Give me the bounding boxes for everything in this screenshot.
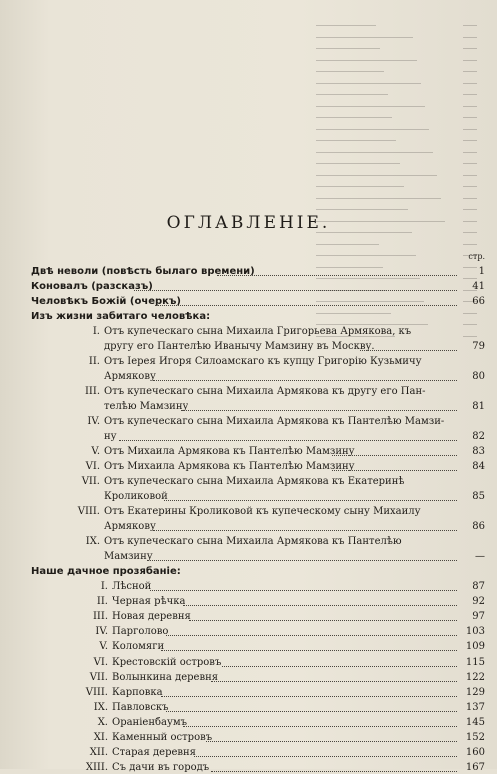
page-number: 115 (465, 656, 485, 668)
entry-title: Черная рѣчка (112, 596, 186, 608)
dot-leader (166, 627, 457, 636)
toc-entry (0, 296, 497, 308)
bleed-through-line (290, 206, 497, 213)
roman-numeral: I. (92, 326, 100, 337)
roman-numeral: XIII. (85, 762, 108, 774)
bleed-through-line (290, 103, 497, 110)
entry-title: Каменный островъ (112, 732, 213, 743)
toc-entry-continuation (0, 371, 497, 383)
bleed-through-line (290, 183, 497, 190)
entry-title-cont: Кроликовой (104, 491, 168, 502)
bleed-through-line (290, 114, 497, 121)
dot-leader (360, 342, 457, 351)
dot-leader (211, 673, 457, 682)
dot-leader (183, 718, 457, 727)
dot-leader (181, 402, 457, 411)
bleed-through-line (290, 241, 497, 248)
entry-title: Отъ Іерея Игоря Силоамскаго къ купцу Григорію Кузьмичу (104, 356, 422, 367)
entry-title: Волынкина деревня (112, 671, 219, 683)
roman-numeral: I. (100, 581, 108, 592)
roman-numeral: IV. (95, 626, 108, 638)
page-number: 137 (465, 701, 485, 713)
toc-entry (0, 747, 497, 759)
page-number: 129 (465, 686, 485, 698)
entry-title-cont: телѣю Мамзину (104, 401, 189, 412)
dot-leader (189, 612, 457, 621)
dot-leader (161, 688, 457, 697)
page-number: 86 (472, 521, 485, 532)
page-number: 103 (465, 626, 485, 638)
page-column-header: стр. (468, 252, 485, 261)
entry-title: Коломяги (112, 641, 165, 653)
toc-entry (0, 356, 497, 368)
entry-title: Отъ Екатерины Кроликовой къ купеческому сыну Михаилу (104, 506, 421, 517)
page-number: 145 (465, 716, 485, 728)
page-number: 92 (472, 596, 485, 608)
toc-entry (0, 687, 497, 699)
toc-entry-continuation (0, 431, 497, 443)
toc-entry (0, 672, 497, 684)
dot-leader (206, 733, 457, 742)
roman-numeral: XII. (89, 747, 108, 759)
entry-title: Коновалъ (разсказъ) (31, 281, 153, 292)
page-number: 152 (465, 732, 485, 743)
bleed-through-line (290, 252, 497, 259)
toc-entry-continuation (0, 551, 497, 563)
toc-entry (0, 461, 497, 473)
roman-numeral: IV. (87, 416, 100, 427)
toc-entry (0, 326, 497, 338)
roman-numeral: VII. (89, 671, 108, 683)
page-number: 109 (465, 641, 485, 653)
page-number: — (475, 551, 485, 562)
toc-entry (0, 506, 497, 518)
roman-numeral: VIII. (85, 686, 108, 698)
toc-entry (0, 416, 497, 428)
dot-leader (332, 447, 457, 456)
dot-leader (194, 748, 457, 757)
dot-leader (166, 703, 457, 712)
entry-title: Крестовскій островъ (112, 656, 222, 668)
entry-title-cont: Армякову (104, 371, 156, 382)
toc-entry (0, 446, 497, 458)
roman-numeral: V. (91, 446, 100, 457)
toc-entry (0, 732, 497, 744)
toc-entry (0, 657, 497, 669)
bleed-through-line (290, 57, 497, 64)
page-number: 81 (472, 401, 485, 412)
roman-numeral: IX. (93, 701, 108, 713)
dot-leader (155, 297, 457, 306)
entry-title: Съ дачи въ городъ (112, 762, 210, 774)
toc-entry (0, 281, 497, 293)
roman-numeral: II. (96, 596, 108, 608)
roman-numeral: II. (88, 356, 100, 367)
dot-leader (134, 282, 457, 291)
roman-numeral: XI. (93, 732, 108, 743)
entry-title: Отъ купеческаго сына Михаила Григорьева Армякова, къ (104, 326, 412, 337)
entry-title: Отъ купеческаго сына Михаила Армякова къ другу его Пан- (104, 386, 426, 397)
toc-entry (0, 717, 497, 729)
bleed-through-line (290, 160, 497, 167)
bleed-through-line (290, 172, 497, 179)
dot-leader (119, 432, 457, 441)
section-heading (0, 566, 497, 578)
dot-leader (153, 522, 457, 531)
bleed-through-line (290, 80, 497, 87)
toc-entry (0, 641, 497, 653)
toc-entry (0, 626, 497, 638)
dot-leader (164, 492, 457, 501)
toc-entry-continuation (0, 491, 497, 503)
page-number: 83 (472, 446, 485, 457)
roman-numeral: VI. (93, 656, 108, 668)
dot-leader (332, 462, 457, 471)
bleed-through-line (290, 45, 497, 52)
section-heading-text: Изъ жизни забитаго человѣка: (31, 311, 211, 322)
roman-numeral: IX. (85, 536, 100, 547)
dot-leader (211, 763, 457, 772)
entry-title: Отъ купеческаго сына Михаила Армякова къ Пантелѣю Мамзи- (104, 416, 445, 427)
page-number: 160 (465, 747, 485, 759)
entry-title-cont: другу его Пантелѣю Иванычу Мамзину въ Москву. (104, 341, 375, 352)
entry-title: Ораніенбаумъ (112, 716, 188, 728)
entry-title: Новая деревня (112, 611, 191, 623)
bleed-through-line (290, 22, 497, 29)
toc-entry-continuation (0, 401, 497, 413)
toc-entry (0, 386, 497, 398)
dot-leader (147, 552, 457, 561)
section-heading (0, 311, 497, 323)
dot-leader (217, 267, 457, 276)
entry-title: Лѣсной (112, 581, 152, 592)
dot-leader (183, 597, 457, 606)
toc-entry (0, 266, 497, 278)
entry-title: Отъ Михаила Армякова къ Пантелѣю Мамзину (104, 461, 355, 472)
toc-entry (0, 702, 497, 714)
page-number: 167 (465, 762, 485, 774)
entry-title: Человѣкъ Божій (очеркъ) (31, 296, 182, 307)
dot-leader (222, 658, 457, 667)
bleed-through-line (290, 126, 497, 133)
entry-title: Отъ купеческаго сына Михаила Армякова къ Пантелѣю (104, 536, 402, 547)
toc-entry (0, 581, 497, 593)
roman-numeral: V. (99, 641, 108, 653)
entry-title-cont: Мамзину (104, 551, 153, 562)
entry-title: Парголово (112, 626, 169, 638)
toc-entry-continuation (0, 521, 497, 533)
page-number: 85 (472, 491, 485, 502)
entry-title-cont: ну (104, 431, 117, 442)
toc-entry (0, 596, 497, 608)
bleed-through-line (290, 149, 497, 156)
page-title: ОГЛАВЛЕНIЕ. (166, 213, 331, 233)
page-number: 122 (465, 671, 485, 683)
entry-title: Карповка (112, 686, 163, 698)
entry-title-cont: Армякову (104, 521, 156, 532)
entry-title: Отъ Михаила Армякова къ Пантелѣю Мамзину (104, 446, 355, 457)
dot-leader (153, 372, 457, 381)
roman-numeral: III. (84, 386, 100, 397)
page-number: 87 (472, 581, 485, 592)
page-number: 66 (472, 296, 485, 307)
entry-title: Отъ купеческаго сына Михаила Армякова къ Екатеринѣ (104, 476, 405, 487)
entry-title: Двѣ неволи (повѣсть былаго времени) (31, 266, 255, 277)
bleed-through-line (290, 34, 497, 41)
page-number: 1 (478, 266, 485, 277)
page-number: 79 (472, 341, 485, 352)
toc-entry (0, 611, 497, 623)
page-number: 82 (472, 431, 485, 442)
roman-numeral: III. (92, 611, 108, 623)
section-heading-text: Наше дачное прозябаніе: (31, 566, 181, 577)
roman-numeral: X. (97, 716, 108, 728)
dot-leader (150, 582, 457, 591)
roman-numeral: VII. (81, 476, 100, 487)
bleed-through-line (290, 137, 497, 144)
page-number: 41 (472, 281, 485, 292)
toc-entry (0, 762, 497, 774)
dot-leader (161, 642, 457, 651)
page-number: 80 (472, 371, 485, 382)
bleed-through-line (290, 195, 497, 202)
page-number: 84 (472, 461, 485, 472)
toc-entry (0, 536, 497, 548)
toc-entry (0, 476, 497, 488)
page-number: 97 (472, 611, 485, 623)
entry-title: Старая деревня (112, 747, 196, 759)
bleed-through-line (290, 91, 497, 98)
toc-entry-continuation (0, 341, 497, 353)
roman-numeral: VIII. (77, 506, 100, 517)
entry-title: Павловскъ (112, 701, 169, 713)
roman-numeral: VI. (85, 461, 100, 472)
bleed-through-line (290, 68, 497, 75)
